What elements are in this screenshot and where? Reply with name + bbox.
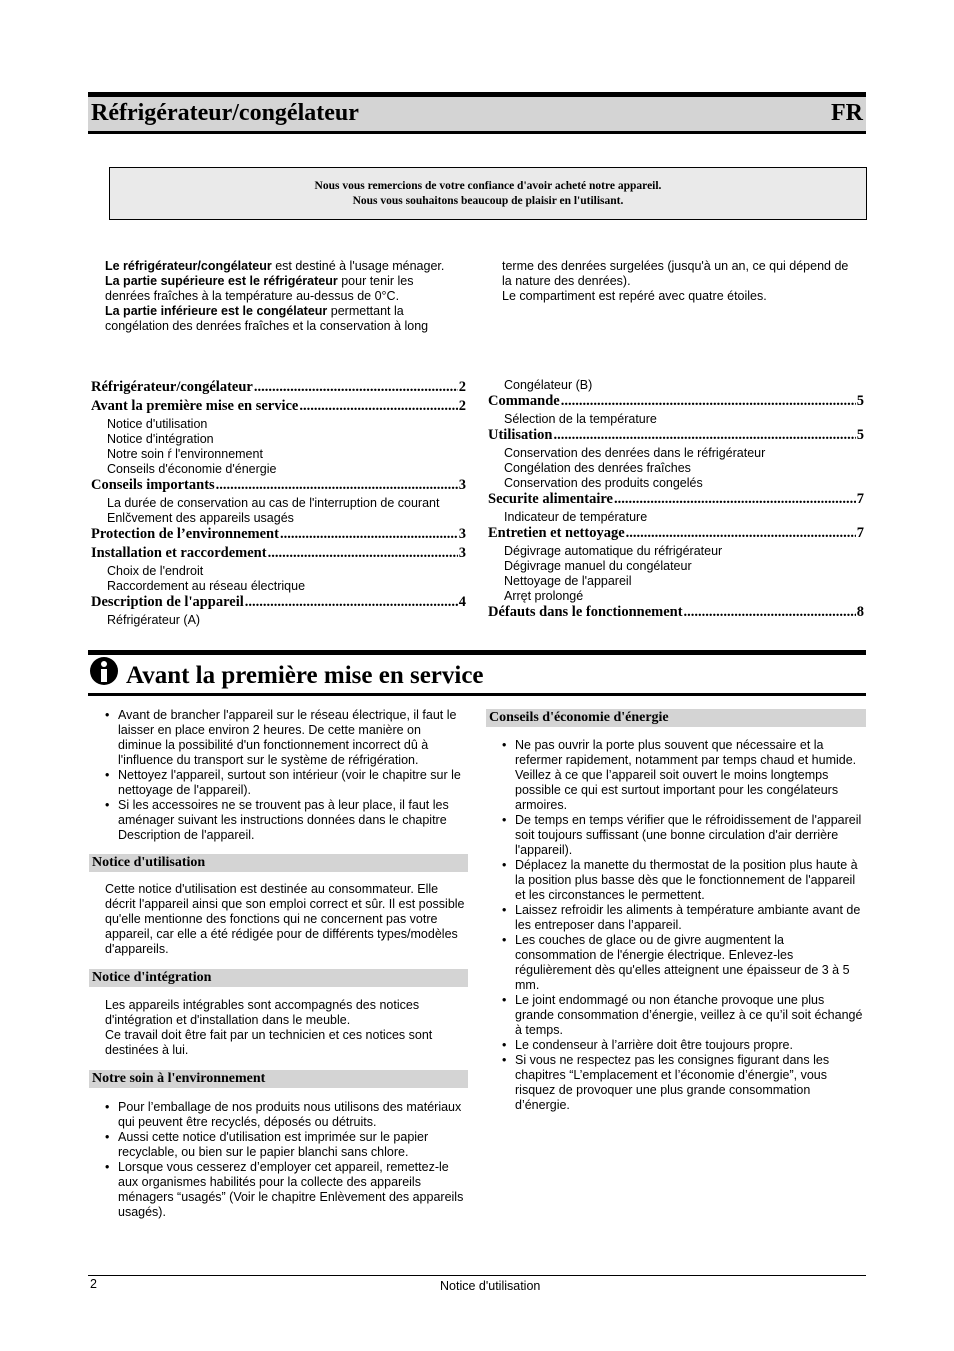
toc-page: 5 (856, 427, 864, 443)
toc-page: 3 (458, 477, 466, 493)
toc-sub: Dégivrage automatique du réfrigérateur (504, 544, 723, 558)
toc-sub: Conseils d'économie d'énergie (107, 462, 277, 476)
bullet-item: • Si les accessoires ne se trouvent pas à leur place, il faut les aménager suivant les instructions données dans le chapitre Description de l'appareil. (89, 798, 468, 843)
toc-sub: Notre soin ŕ l'environnement (107, 447, 263, 461)
intro-line (105, 304, 475, 319)
bullet-item: • Aussi cette notice d'utilisation est imprimée sur le papier recyclable, ou bien sur le papier blanchi sans chlore. (89, 1130, 468, 1160)
toc-page: 2 (458, 379, 466, 395)
toc-sub: Dégivrage manuel du congélateur (504, 559, 692, 573)
toc-page: 5 (856, 393, 864, 409)
bullet-item: • Le joint endommagé ou non étanche provoque une plus grande consommation d’énergie, veillez à ce qu’il soit échangé à temps. (486, 993, 866, 1038)
toc-entry (91, 398, 466, 417)
toc-dots (614, 491, 856, 508)
intro-line (105, 319, 475, 334)
toc-entry (488, 427, 864, 446)
toc-sub: Réfrigérateur (A) (107, 613, 201, 627)
right-column (486, 709, 866, 1113)
toc-sub: Notice d'intégration (107, 432, 214, 446)
toc-entry-label: Utilisation (488, 427, 553, 443)
toc-sub: Sélection de la température (504, 412, 657, 426)
intro-bold: La partie supérieure est le réfrigérateur (105, 274, 338, 288)
section-header (88, 650, 866, 696)
thanks-box (109, 167, 867, 220)
intro-text: congélation des denrées fraîches et la conservation à long (105, 319, 429, 333)
intro-line: Le compartiment est repéré avec quatre étoiles. (502, 289, 767, 303)
bullet-item: • Pour l’emballage de nos produits nous utilisons des matériaux qui peuvent être recyclés, déposés ou détruits. (89, 1100, 468, 1130)
toc-sub: Notice d'utilisation (107, 417, 208, 431)
intro-line (105, 289, 475, 304)
toc-entry-label: Avant la première mise en service (91, 398, 299, 414)
toc-dots (245, 594, 458, 611)
toc-sub: Raccordement au réseau électrique (107, 579, 306, 593)
toc-entry-label: Réfrigérateur/congélateur (91, 379, 253, 395)
header-bottom-rule (88, 131, 866, 134)
energy-bullets (486, 738, 866, 1113)
left-column (89, 708, 468, 1220)
header-title: Réfrigérateur/congélateur (91, 100, 359, 126)
bullet-item: • Ne pas ouvrir la porte plus souvent que nécessaire et la refermer rapidement, notamment par temps chaud et humide. Veillez à ce que l’appareil soit ouvert le moins longtemps possible ce qui est surtout important pour les congélateurs armoires. (486, 738, 866, 813)
thanks-line-1: Nous vous remercions de votre confiance d'avoir acheté notre appareil. (314, 180, 662, 192)
toc-page: 3 (458, 526, 466, 542)
toc-dots (268, 545, 458, 562)
toc-entry (488, 491, 864, 510)
toc-sub: Enlčvement des appareils usagés (107, 511, 294, 525)
toc-sub: Conservation des denrées dans le réfrigérateur (504, 446, 766, 460)
toc-sub: Choix de l'endroit (107, 564, 204, 578)
toc-page: 4 (458, 594, 466, 610)
toc-dots (684, 604, 856, 621)
thanks-line-2: Nous vous souhaitons beaucoup de plaisir en l'utilisant. (352, 195, 624, 207)
bullet-item: • Si vous ne respectez pas les consignes figurant dans les chapitres “L’emplacement et l’économie d’énergie”, vous risquez de provoquer une plus grande consommation d’énergie. (486, 1053, 866, 1113)
section-title: Avant la première mise en service (126, 662, 484, 689)
section-bottom-rule (88, 693, 866, 696)
footer-rule (88, 1275, 866, 1276)
bullet-item: • Les couches de glace ou de givre augmentent la consommation de l'énergie électrique. Enlevez-les régulièrement dès qu'elles atteignent une épaisseur de 3 à 5 mm. (486, 933, 866, 993)
toc-entry (91, 379, 466, 398)
intro-line (105, 274, 475, 289)
page-header (88, 92, 866, 134)
toc-right (488, 378, 864, 623)
bullet-item: • De temps en temps vérifier que le réfroidissement de l'appareil soit toujours suffissant (une bonne circulation d'air derrière l'appareil). (486, 813, 866, 858)
toc-entry (488, 393, 864, 412)
bullet-item: • Laissez refroidir les aliments à température ambiante avant de les entreposer dans l’appareil. (486, 903, 866, 933)
toc-dots (553, 427, 855, 444)
bullet-item: • Déplacez la manette du thermostat de la position plus haute à la position plus basse dès que le fonctionnement de l'appareil et les circonstances le permettent. (486, 858, 866, 903)
notice-integ-text-2: Ce travail doit être fait par un technicien et ces notices sont destinées à lui. (105, 1028, 433, 1057)
notice-integ-text-1: Les appareils intégrables sont accompagnés des notices d'intégration et d'installation dans le meuble. (105, 998, 420, 1027)
toc-entry (91, 526, 466, 545)
toc-entry-label: Commande (488, 393, 560, 409)
intro-bold: La partie inférieure est le congélateur (105, 304, 328, 318)
toc-entry-label: Securite alimentaire (488, 491, 613, 507)
intro-line (105, 259, 475, 274)
toc-entry-label: Entretien et nettoyage (488, 525, 625, 541)
page-number: 2 (90, 1277, 97, 1291)
toc-sub: Arręt prolongé (504, 589, 584, 603)
toc-sub: Indicateur de température (504, 510, 648, 524)
toc-page: 7 (856, 491, 864, 507)
subhead-energy: Conseils d'économie d'énergie (486, 709, 866, 727)
toc-entry-label: Conseils importants (91, 477, 215, 493)
intro-text: denrées fraîches à la température au-dessus de 0°C. (105, 289, 400, 303)
bullet-item: • Lorsque vous cesserez d’employer cet appareil, remettez-le aux organismes habilités pour la collecte des appareils ménagers “usagés” (Voir le chapitre Enlèvement des appareils usagés). (89, 1160, 468, 1220)
toc-page: 3 (458, 545, 466, 561)
toc-entry (91, 545, 466, 564)
notice-util-text: Cette notice d'utilisation est destinée au consommateur. Elle décrit l'appareil ainsi que son emploi correct et sûr. Il est possible qu'elle mentionne des fonctions qui ne concernent pas votre appareil, car elle a été rédigée pour de différents types/modèles d'appareils. (105, 882, 465, 956)
toc-sub: Congélateur (B) (504, 378, 593, 392)
subhead-notice-integ: Notice d'intégration (89, 969, 468, 987)
intro-text: permettant la (327, 304, 404, 318)
subhead-env: Notre soin à l'environnement (89, 1070, 468, 1088)
toc-dots (254, 379, 458, 396)
toc-sub: La durée de conservation au cas de l'interruption de courant (107, 496, 440, 510)
intro-right (502, 259, 872, 304)
toc-entry-label: Protection de l’environnement (91, 526, 279, 542)
toc-left (91, 379, 466, 628)
toc-sub: Nettoyage de l'appareil (504, 574, 632, 588)
intro-left (105, 259, 475, 334)
toc-page: 2 (458, 398, 466, 414)
toc-sub: Conservation des produits congelés (504, 476, 703, 490)
toc-entry (91, 477, 466, 496)
intro-bullets (89, 708, 468, 843)
intro-bold: Le réfrigérateur/congélateur (105, 259, 272, 273)
intro-line: terme des denrées surgelées (jusqu'à un an, ce qui dépend de (502, 259, 849, 273)
toc-dots (561, 393, 856, 410)
toc-dots (280, 526, 458, 543)
env-bullets (89, 1100, 468, 1220)
toc-dots (299, 398, 457, 415)
subhead-notice-util: Notice d'utilisation (89, 854, 468, 872)
toc-page: 8 (856, 604, 864, 620)
toc-entry-label: Description de l'appareil (91, 594, 244, 610)
toc-entry (488, 604, 864, 623)
intro-text: est destiné à l'usage ménager. (271, 259, 445, 273)
header-lang: FR (831, 100, 863, 126)
toc-entry-label: Défauts dans le fonctionnement (488, 604, 683, 620)
toc-dots (626, 525, 856, 542)
toc-entry (91, 594, 466, 613)
toc-dots (216, 477, 458, 494)
bullet-item: • Avant de brancher l'appareil sur le réseau électrique, il faut le laisser en place environ 2 heures. De cette manière on diminue la possibilité d'un fonctionnement incorrect dû à l'influence du transport sur le système de réfrigération. (89, 708, 468, 768)
intro-line: la nature des denrées). (502, 274, 631, 288)
intro-text: pour tenir les (337, 274, 414, 288)
toc-page: 7 (856, 525, 864, 541)
info-icon (90, 657, 118, 685)
toc-sub: Congélation des denrées fraîches (504, 461, 691, 475)
section-top-rule (88, 650, 866, 655)
toc-entry-label: Installation et raccordement (91, 545, 267, 561)
footer-text: Notice d'utilisation (440, 1279, 541, 1293)
bullet-item: • Nettoyez l'appareil, surtout son intérieur (voir le chapitre sur le nettoyage de l'appareil). (89, 768, 468, 798)
toc-entry (488, 525, 864, 544)
bullet-item: • Le condenseur à l’arrière doit être toujours propre. (486, 1038, 866, 1053)
